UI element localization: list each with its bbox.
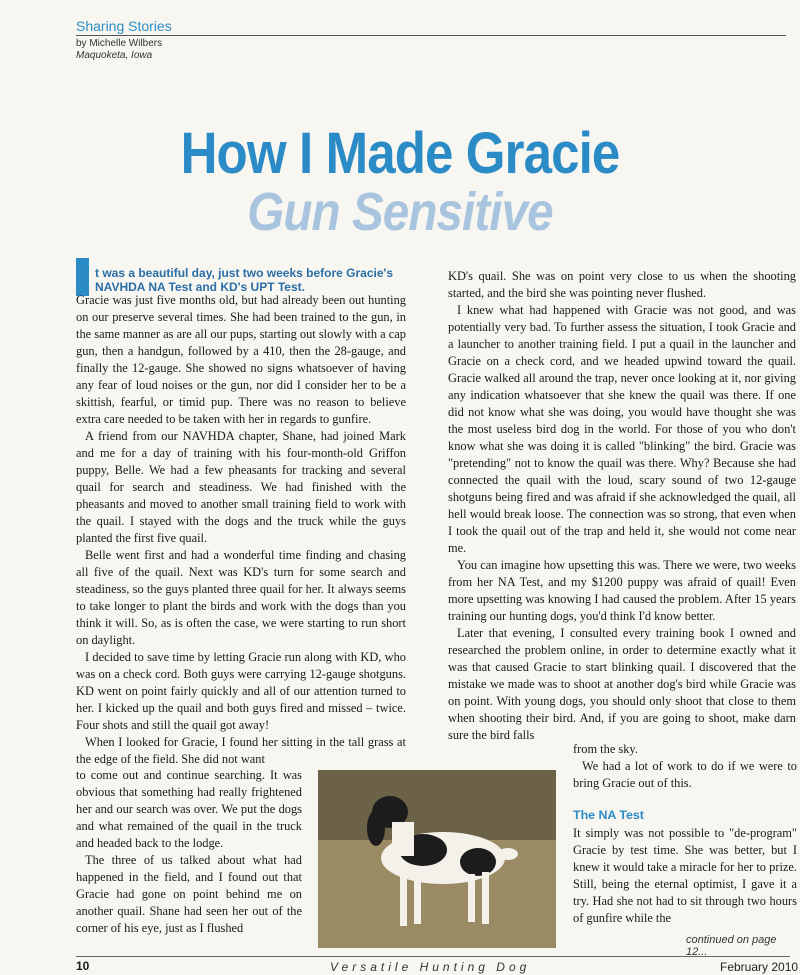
byline [76, 38, 162, 62]
byline-location: Maquoketa, Iowa [76, 50, 153, 61]
paragraph: You can imagine how upsetting this was. There we were, two weeks from her NA Test, and my $1200 puppy was afraid of quail! Even more upsetting was knowing I had caused the problem. After 15 years training our hunting dogs, you'd think I'd know better. [448, 558, 796, 623]
paragraph: KD's quail. She was on point very close to us when the shooting started, and the bird she was pointing never flushed. [448, 269, 796, 300]
paragraph: Gracie was just five months old, but had already been out hunting on our preserve several times. She had been trained to the gun, in the same manner as are all our pups, starting out slowly with a cap gun, then a handgun, followed by a 410, then the 28-gauge, and finally the 12-gauge. She showed no signs whatsoever of having any fear of loud noises or the gun, nor did I consider her to be a skittish, fearful, or timid pup. There was no reason to believe extra care needed to be taken with her in regards to gunfire. [76, 293, 406, 426]
magazine-name: Versatile Hunting Dog [330, 960, 531, 974]
issue-date: February 2010 [720, 960, 799, 974]
continued-note: continued on page 12... [686, 934, 777, 958]
paragraph: to come out and continue searching. It was obvious that something had really frightened her and our search was over. We put the dogs and what remained of the quail in the truck and headed back to the lodge. [76, 768, 302, 850]
byline-author: by Michelle Wilbers [76, 38, 163, 49]
na-test-column [573, 825, 797, 927]
article-subtitle: Gun Sensitive [247, 182, 553, 242]
right-column [448, 268, 796, 744]
paragraph: from the sky. [573, 742, 638, 756]
paragraph: We had a lot of work to do if we were to bring Gracie out of this. [573, 759, 797, 790]
drop-cap-block [76, 258, 89, 296]
paragraph: I knew what had happened with Gracie was not good, and was potentially very bad. To further assess the situation, I took Gracie and a launcher to another training field. I put a quail in the launcher and Gracie on a check cord, and we headed upwind toward the quail. Gracie walked all around the trap, never once looking at it, nor giving any indication whatsoever that she knew the quail was there. If one did not know what she was doing, you would have thought she was the most useless bird dog in the world. For those of you who don't know what she was doing it is called "blinking" the bird. Gracie was "pretending" not to know the quail was there. Why? Because she had connected the quail with the loud, scary sound of two 12-gauge shotguns being fired and was afraid if she acknowledged the quail, all hell would break loose. The connection was so strong, that even when I took the quail out of the trap and held it, she would not come near me. [448, 303, 796, 555]
article-title: How I Made Gracie [180, 121, 620, 186]
footer-divider [76, 956, 790, 957]
paragraph: A friend from our NAVHDA chapter, Shane, had joined Mark and me for a day of training with his four-month-old Griffon puppy, Belle. We had a few pheasants for tracking and several quail for search and steadiness. We had finished with the pheasants and moved to another small training field to work with the quail. I stayed with the dogs and the truck while the guys planted the first five quail. [76, 429, 406, 545]
paragraph: The three of us talked about what had happened in the field, and I found out that Gracie had gone on point behind me on another quail. Shane had seen her out of the corner of his eye, just as I flushed [76, 853, 302, 935]
subheading-na-test: The NA Test [573, 808, 644, 822]
paragraph: When I looked for Gracie, I found her sitting in the tall grass at the edge of the field. She did not want [76, 735, 406, 766]
section-divider [76, 35, 786, 36]
paragraph: I decided to save time by letting Gracie run along with KD, who was on a check cord. Both guys were carrying 12-gauge shotguns. KD went on point fairly quickly and all of our attention turned to her. I kicked up the quail and both guys fired and missed – twice. Four shots and still the quail got away! [76, 650, 406, 732]
section-label: Sharing Stories [76, 18, 172, 34]
dog-photo [318, 770, 556, 948]
page-number: 10 [76, 959, 90, 973]
lead-paragraph: t was a beautiful day, just two weeks before Gracie's NAVHDA NA Test and KD's UPT Test. [95, 266, 394, 294]
paragraph: It simply was not possible to "de-program" Gracie by test time. She was better, but I knew it would take a miracle for her to prize. Still, being the eternal optimist, I gave it a try. Had she not had to sit through two hours of gunfire while the [573, 826, 797, 925]
left-column [76, 292, 406, 768]
paragraph: Belle went first and had a wonderful time finding and chasing all five of the quail. Next was KD's turn for some search and steadiness, so the guys planted three quail for her. It always seems to take longer to plant the birds and work with the dogs than you think it will. So, as is often the case, we were starting to run short on daylight. [76, 548, 406, 647]
springer-spaniel-illustration [318, 770, 556, 948]
right-narrow-column [573, 741, 797, 792]
left-narrow-column [76, 767, 302, 937]
paragraph: Later that evening, I consulted every training book I owned and researched the problem online, in order to determine exactly what it was that caused Gracie to start blinking quail. I discovered that the mistake we made was to shoot at another dog's bird while Gracie was on point. With young dogs, you should only shoot that close to them when shooting their bird. And, if you are going to shoot, make darn sure the bird falls [448, 626, 796, 742]
